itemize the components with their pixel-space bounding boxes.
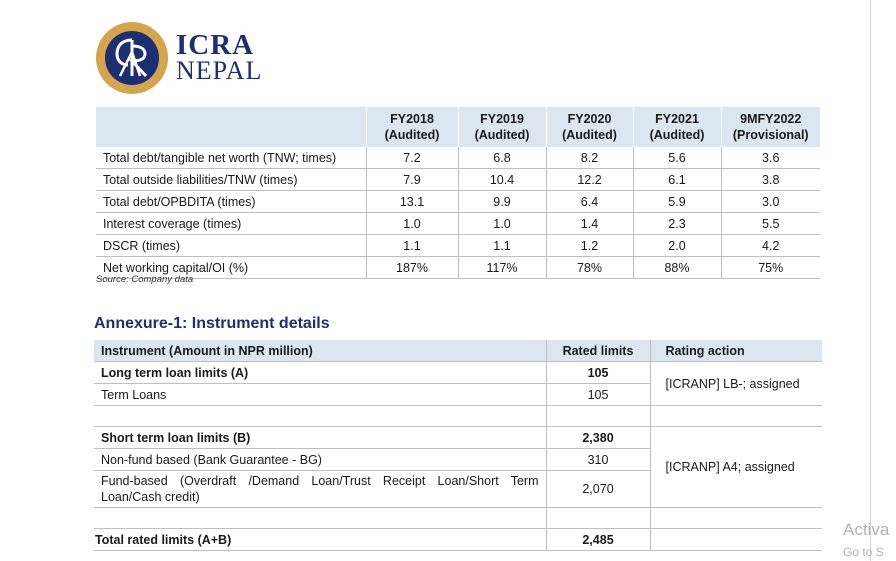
row-label: Total debt/OPBDITA (times) [96, 191, 366, 213]
table-row [94, 362, 822, 384]
cell-value: 75% [721, 257, 820, 279]
row-label: DSCR (times) [96, 235, 366, 257]
cell-value: 3.0 [721, 191, 820, 213]
spacer-cell [650, 406, 822, 427]
table-row [96, 213, 820, 235]
icra-nepal-logo [96, 22, 262, 94]
spacer-row [94, 406, 822, 427]
long-term-rating-action: [ICRANP] LB-; assigned [650, 362, 822, 406]
row-label: Total outside liabilities/TNW (times) [96, 169, 366, 191]
table-row [96, 147, 820, 169]
spacer-row [94, 508, 822, 529]
cell-value: 3.8 [721, 169, 820, 191]
table-row [96, 257, 820, 279]
total-label: Total rated limits (A+B) [94, 529, 546, 551]
fund-based-label: Fund-based (Overdraft /Demand Loan/Trust Receipt Loan/Short Term Loan/Cash credit) [94, 471, 546, 508]
cell-value: 6.4 [546, 191, 633, 213]
cell-value: 78% [546, 257, 633, 279]
spacer-cell [94, 406, 546, 427]
table-row [94, 529, 822, 551]
non-fund-label: Non-fund based (Bank Guarantee - BG) [94, 449, 546, 471]
cell-value: 7.2 [366, 147, 458, 169]
column-header: FY2018 (Audited) [366, 107, 458, 147]
cell-value: 1.2 [546, 235, 633, 257]
cell-value: 5.9 [633, 191, 721, 213]
short-term-label: Short term loan limits (B) [94, 427, 546, 449]
total-action-cell [650, 529, 822, 551]
cell-value: 6.1 [633, 169, 721, 191]
short-term-value: 2,380 [546, 427, 650, 449]
cell-value: 117% [458, 257, 546, 279]
cell-value: 6.8 [458, 147, 546, 169]
total-value: 2,485 [546, 529, 650, 551]
column-header: 9MFY2022 (Provisional) [721, 107, 820, 147]
table-row [94, 427, 822, 449]
cell-value: 9.9 [458, 191, 546, 213]
term-loans-value: 105 [546, 384, 650, 406]
header-rated-limits: Rated limits [546, 340, 650, 362]
annexure-title: Annexure-1: Instrument details [94, 315, 330, 332]
icra-monogram-icon [96, 22, 168, 94]
cell-value: 7.9 [366, 169, 458, 191]
column-header: FY2020 (Audited) [546, 107, 633, 147]
cell-value: 187% [366, 257, 458, 279]
activation-watermark-sub: Go to S [843, 545, 884, 559]
term-loans-label: Term Loans [94, 384, 546, 406]
activation-watermark: Activa [843, 520, 890, 539]
cell-value: 88% [633, 257, 721, 279]
cell-value: 2.0 [633, 235, 721, 257]
long-term-label: Long term loan limits (A) [94, 362, 546, 384]
cell-value: 1.4 [546, 213, 633, 235]
spacer-cell [94, 508, 546, 529]
row-label: Total debt/tangible net worth (TNW; times) [96, 147, 366, 169]
source-note: Source: Company data [96, 274, 194, 285]
fund-based-value: 2,070 [546, 471, 650, 508]
column-header: FY2019 (Audited) [458, 107, 546, 147]
header-instrument: Instrument (Amount in NPR million) [94, 340, 546, 362]
cell-value: 4.2 [721, 235, 820, 257]
cell-value: 1.1 [366, 235, 458, 257]
non-fund-value: 310 [546, 449, 650, 471]
cell-value: 12.2 [546, 169, 633, 191]
spacer-cell [546, 508, 650, 529]
cell-value: 2.3 [633, 213, 721, 235]
cell-value: 5.6 [633, 147, 721, 169]
row-label: Net working capital/OI (%) [96, 257, 366, 279]
page-edge-line [870, 0, 871, 561]
logo-text-icra: ICRA [176, 28, 255, 61]
cell-value: 5.5 [721, 213, 820, 235]
monogram-glyph-icon [112, 36, 152, 80]
table-row [96, 169, 820, 191]
table-header-row [96, 107, 820, 147]
long-term-value: 105 [546, 362, 650, 384]
table-row [96, 235, 820, 257]
instrument-details-table [94, 340, 822, 551]
cell-value: 1.0 [366, 213, 458, 235]
spacer-cell [650, 508, 822, 529]
header-blank [96, 107, 366, 147]
logo-text-nepal: NEPAL [176, 56, 263, 86]
financial-ratios-table [96, 107, 820, 279]
header-rating-action: Rating action [650, 340, 822, 362]
cell-value: 13.1 [366, 191, 458, 213]
cell-value: 3.6 [721, 147, 820, 169]
cell-value: 8.2 [546, 147, 633, 169]
row-label: Interest coverage (times) [96, 213, 366, 235]
table-row [96, 191, 820, 213]
cell-value: 1.1 [458, 235, 546, 257]
column-header: FY2021 (Audited) [633, 107, 721, 147]
short-term-rating-action: [ICRANP] A4; assigned [650, 427, 822, 508]
spacer-cell [546, 406, 650, 427]
cell-value: 10.4 [458, 169, 546, 191]
table-header-row [94, 340, 822, 362]
cell-value: 1.0 [458, 213, 546, 235]
